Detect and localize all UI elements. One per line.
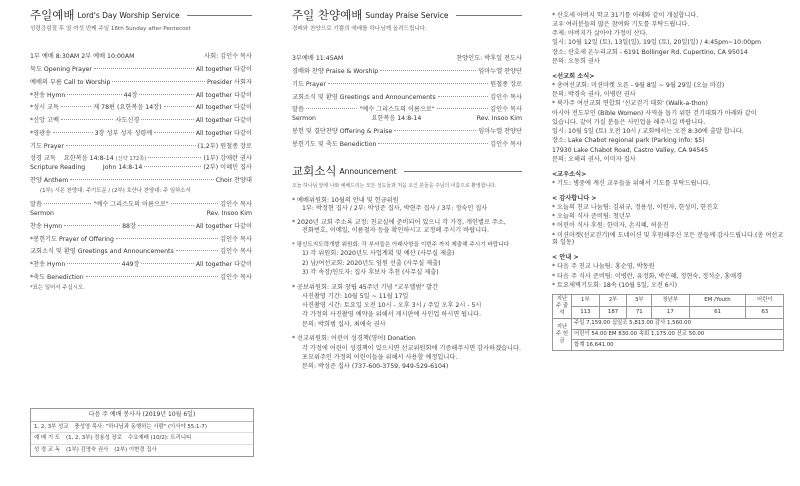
scripture-ref-en: John 14:8-14 [102,164,143,172]
title-rule [456,15,522,16]
attendance-offering-table: 지난 주 출석 1부 2부 3부 청년부 EM /Youth 어린이 113 187 71 17 61 63 지난 주 헌금 주일 7,159.00 십일조 5,813.00 감사 1,560.00 어린이 54.00 EM 830.00 속회 1,175.00 선교 50.00 합계 16,641.00 [552,294,784,352]
title-en: Lord's Day Worship Service [77,10,180,20]
scripture-reader-1: (1부) 강애란 권사 [203,155,252,163]
sermon-title: "예수 그리스도의 이름으로" [359,106,435,114]
order-item: *축도 Benediction 김인수 목사 [30,273,252,281]
praise-sermon-en-row [292,115,522,123]
news-column [552,10,787,351]
sermon-preacher: 김인수 목사 [490,106,523,114]
order-item: *성시 교독 제 78편 (요한복음 14장) All together 다같이 [30,104,252,112]
notice-line: 장소: Lake Chabot regional park (Parking info: $5) [552,137,705,145]
title-ko: 주일예배 [30,8,75,22]
next-week-row: 성 경 교 독 (1부) 김영숙 권사 (2부) 이현경 집사 [34,447,157,453]
notice-line: * 미션마켓(선교걷기)에 도네이션 및 후원해주신 모든 분들께 감사드립니다.(총 여선교회 일동) [552,231,784,247]
notice-line: 17930 Lake Chabot Road, Castro Valley, CA 94545 [552,146,709,154]
anthem-row [30,177,252,185]
sermon-en-row [30,210,252,218]
ann-line: 포모위주인 가정의 어린이들을 위해서 사용할 예정입니다. [302,353,458,361]
worship-order-list-2 [30,223,252,282]
ann-line: 2) 남/여선교회: 2020년도 임원 선출 (사무실 제출) [302,259,441,267]
order-item: 기도 Prayer (1,2부) 원철종 장로 [30,142,252,150]
attendance-value: 187 [599,306,627,318]
ann-line: 각 가정에 어린이 성경책이 있으시면 선교위원회에 기증해주시면 감사하겠습니다. [302,344,521,352]
title-ko: 주일 찬양예배 [292,8,363,22]
order-item: *신앙 고백 사도신경 All together 다같이 [30,117,252,125]
order-item: 봉헌기도 및 축도 Benediction 김인수 목사 [292,140,522,148]
attendance-value: 17 [652,306,689,318]
title-en: Announcement [339,166,397,176]
anthem-note: (1부) 시온 찬양대: 주기도문 / (2부) 호산나 찬양대: 주 임하소서 [40,187,191,194]
ann-line: 문의: 박희범 집사, 최애숙 권사 [302,320,386,328]
sermon-label: 말씀 [292,106,304,114]
ann-address-book: * 2020년 교회 주소록 교정: 친교실에 준비되어 있으니 각 가정, 개인별로 주소, 전화번호, 이메일, 이름철자 등을 확인하시고 교정해 주시기 바랍니다. [292,219,506,235]
sermon-ref: 요한복음 14:8-14 [371,115,422,123]
mission-news-list [552,82,787,164]
praise-order-list [292,68,522,101]
order-item: 찬송 Hymn 88장 All together 다같이 [30,222,253,230]
ann-line: 문의: 박성준 집사 (737-600-3759, 949-529-6104) [302,363,449,371]
title-rule [187,15,252,16]
sermon-row [30,201,252,209]
notice-line: 아시아 전도부인 (Bible Women) 사역을 돕기 위한 걷기대회가 아래와 같이 [552,109,757,117]
scripture-en-row [30,164,252,172]
attendance-label: 지난 주 출석 [553,294,572,318]
praise-order-list-2 [292,128,522,149]
service-times-row [30,53,252,61]
next-week-row: 예 배 기 도 (1, 2, 3부) 정용성 장로 수요예배 (10/2): 트리니티 [31,433,253,445]
offering-total: 합계 16,641.00 [572,340,784,351]
notice-line: * 오늘의 식사 준비팀: 청년부 [552,213,631,220]
guide-title: < 안내 > [552,254,579,261]
ann-line: 사진촬영 시간: 토요일 오전 10시 - 오후 3시 / 주일 오후 2시 - 5시 [302,302,482,310]
worship-subtitle: 성령강림절 후 열 여섯 번째 주일 16th Sunday after Pentecost [30,26,191,33]
ann-publicity: * 공보위원회: 교회 창립 45주년 기념 "교우앨범" 발간 사진촬영 기간: 10월 5일 ~ 11월 17일 사진촬영 시간: 토요일 오전 10시 - 오후 3시 / 주일 오후 2시 - 5시 각 가정의 사진촬영 예약을 위해서 게시판에 사인업 하시면 됩니다. 문의: 박희범 집사, 최애숙 권사 [292,284,522,329]
ann-lay-leadership: * 평신도지도력개발 위원회: 각 부서들은 아래사항을 이번주 까지 제출해 주시기 바랍니다 1) 각 위원회: 2020년도 사업계획 및 예산 (사무실 제출) 2) 남/여선교회: 2020년도 임원 선출 (사무실 제출) 3) 각 속장/인도자: 집사 후보자 추천 (사무실 제출) [292,242,522,277]
ann-line: 1) 각 위원회: 2020년도 사업계획 및 예산 (사무실 제출) [302,250,455,258]
mission-news-title: <선교회 소식> [552,72,595,80]
presider: 사회: 김인수 목사 [204,53,252,61]
order-item: 교회소식 및 환영 Greetings and Announcements 김인수 목사 [30,248,252,256]
members-news-list [552,180,787,188]
offering-label: 지난 주 헌금 [553,318,572,350]
ann-mission: * 선교위원회: 어린이 성경책(영어) Donation 각 가정에 어린이 성경책이 있으시면 선교위원회에 기증해주시면 감사하겠습니다. 포모위주인 가정의 어린이들을 위해서 사용할 예정입니다. 문의: 박성준 집사 (737-600-3759, 949-529-6104) [292,335,521,371]
notice-line: 문의: 박경숙 권사, 이병란 권사 [552,91,636,98]
scripture-label-en: Scripture Reading [30,164,86,172]
order-item: 봉헌 및 결단찬양 Offering & Praise 임마누엘 찬양단 [292,127,522,135]
notice-line: 있습니다. 같이 가실 분들은 사인업을 해주시길 바랍니다. [552,118,706,126]
notice-line: 교우 여러분들의 많은 참여와 기도를 부탁드립니다. [552,20,690,28]
ann-line: 각 가정의 사진촬영 예약을 위해서 게시판에 사인업 하시면 됩니다. [302,311,482,319]
attendance-header: 어린이 [746,294,784,306]
attendance-value: 71 [627,306,652,318]
thanks-list [552,204,787,247]
order-item: 경배와 찬양 Praise & Worship 임마누엘 찬양단 [292,68,522,76]
next-week-row: 1, 2, 3부 성교 충성영 목사: "하나님과 동행하는 사람" (이사야 55:1-7) [31,422,253,434]
notice-line: * 어린이 식사 후원: 한미자, 손지혜, 허윤진 [552,222,669,230]
notice-line: 일시: 10월 12일 (토), 13일(일), 19일 (토), 20일(일) / 4:45pm~10:00pm [552,39,762,47]
praise-time: 3부예배 11:45AM [292,55,344,63]
attendance-header: 2부 [599,294,627,306]
order-item: 기도 Prayer 원철종 장로 [292,80,522,88]
praise-leader: 찬양인도: 박후일 전도사 [456,55,522,63]
attendance-header: EM /Youth [689,294,746,306]
praise-sermon-row [292,106,522,114]
notice-line: 주제: 아버지가 살아야 가정이 산다. [552,30,648,37]
attendance-value: 63 [746,306,784,318]
order-item: *찬송 Hymn 44장 All together 다같이 [30,91,253,99]
notice-line: * 다음 주 식사 준비팀: 이병란, 유정화, 박은혜, 정현숙, 정석순, 홍애경 [552,272,743,280]
sermon-title: "예수 그리스도의 이름으로" [93,201,169,209]
notice-line: * 다음 주 친교 나눔팀: 홍순영, 박동원 [552,263,655,271]
scripture-page: (신약 172쪽) [115,156,147,163]
stand-note: *표는 일어서 주십시오. [30,284,85,291]
sermon-label: 말씀 [30,201,42,209]
announcement-intro: 오늘 하나님 앞에 나와 예배드리는 모든 성도들과 처음 오신 분들을 주님의 이름으로 환영합니다. [292,182,497,189]
notice-line: 문의: 오해리 권사, 이미자 집사 [552,155,636,163]
thanks-title: < 감사합니다 > [552,194,597,202]
scripture-row [30,155,252,163]
sermon-preacher-en: Rev. Insoo Kim [206,210,252,218]
notice-line: 장소: 산호세 온누리교회 - 6191 Bollinger Rd, Cupertino, CA 95014 [552,48,748,56]
worship-service-column [30,8,252,291]
scripture-label: 성경 교독 [30,155,56,163]
notice-line: * 북가주 여선교회 연합회 '선교걷기 대회' (Walk-a-thon) [552,100,708,108]
sermon-preacher-en: Rev. Insoo Kim [476,115,522,123]
ann-line: 사진촬영 기간: 10월 5일 ~ 11월 17일 [302,292,409,300]
fathers-school-notice [552,12,787,66]
anthem-choir: Choir 찬양대 [215,176,252,184]
ann-line: 3) 각 속장/인도자: 집사 후보자 추천 (사무실 제출) [302,268,439,276]
notice-line: * 총여선교회: 미션마켓 오픈 - 9월 8일 ~ 9월 29일 (오늘 마감) [552,81,725,89]
worship-title [30,8,252,22]
service-times: 1부 예배 8:30AM 2부 예배 10:00AM [30,53,135,61]
praise-subtitle: 경배와 찬양으로 기쁨의 예배를 하나님께 올려드립니다. [292,26,427,33]
scripture-reader-2: (2부) 이혜민 집사 [203,164,252,172]
praise-service-column [292,8,522,371]
attendance-value: 113 [572,306,600,318]
members-news-title: <교우소식> [552,170,587,178]
notice-line: 일시: 10월 5일 (토) 오전 10시 / 교회에서는 오전 8:30에 출발 합니다. [552,128,744,135]
order-item: 묵도 Opening Prayer All together 다같이 [30,66,252,74]
attendance-value: 61 [689,306,746,318]
notice-line: * 기도: 병중에 계신 교우들을 위해서 기도를 부탁드립니다. [552,179,711,187]
title-rule [404,171,522,172]
next-week-rows [31,422,253,456]
attendance-header: 1부 [572,294,600,306]
order-item: *영광송 3장 성부 성자 성령께 All together 다같이 [30,129,252,137]
praise-title [292,8,522,22]
notice-line: 문의: 오동희 권사 [552,57,600,65]
ann-worship-committee: * 예배위원회: 10월의 안내 및 헌금위원 1부: 박정현 집사 / 2부: 박성준 집사, 박현주 집사 / 3부: 정숙인 집사 [292,196,488,212]
worship-order-list [30,66,252,150]
next-week-servers-box [30,408,254,457]
notice-line: * 오늘의 친교 나눔팀: 김위규, 정용성, 이원자, 한성미, 한진호 [552,203,719,211]
attendance-header: 3부 [627,294,652,306]
sermon-preacher: 김인수 목사 [220,201,253,209]
notice-line: * 산호세 아버지 학교 31기를 아래와 같이 개설합니다. [552,11,699,19]
title-en: Sunday Praise Service [365,10,449,20]
title-ko: 교회소식 [292,164,337,179]
order-item: 예배의 부름 Call to Worship Presider 사회자 [30,78,252,86]
notice-line: * 토요새벽기도회: 18속 (10월 5일, 오전 6시) [552,281,678,289]
order-item: *봉헌기도 Prayer of Offering 김인수 목사 [30,235,252,243]
anthem-label: 찬양 Anthem [30,176,69,184]
guide-list [552,263,787,289]
order-item: 교회소식 및 환영 Greetings and Announcements 김인수 목사 [292,93,522,101]
sermon-label-en: Sermon [30,210,54,218]
order-item: *찬송 Hymn 449장 All together 다같이 [30,261,253,269]
attendance-header: 청년부 [652,294,689,306]
next-week-title: 다음 주 예배 봉사자 (2019년 10월 6일) [31,409,253,422]
announcement-title [292,164,522,178]
scripture-ref: 요한복음 14:8-14 [63,155,114,163]
sermon-label-en: Sermon [292,115,316,123]
praise-time-row [292,55,522,63]
